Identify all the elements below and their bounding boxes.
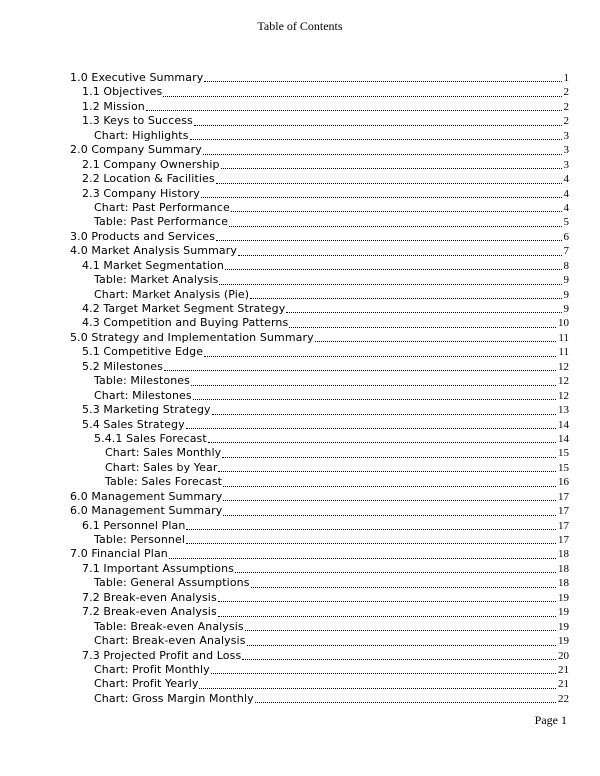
toc-entry-label: Chart: Profit Monthly	[94, 662, 210, 676]
toc-entry-page-number: 12	[558, 389, 569, 402]
toc-entry-label: 5.1 Competitive Edge	[82, 345, 204, 359]
toc-entry-label: Chart: Highlights	[94, 128, 189, 142]
toc-entry[interactable]	[70, 172, 569, 186]
toc-entry-label: Table: General Assumptions	[94, 576, 250, 590]
toc-dot-leader	[199, 688, 556, 689]
toc-dot-leader	[211, 673, 556, 674]
toc-entry[interactable]	[70, 302, 569, 316]
toc-entry-label: Table: Break-even Analysis	[94, 619, 244, 633]
toc-dot-leader	[221, 168, 562, 169]
toc-entry[interactable]	[70, 403, 569, 417]
toc-entry[interactable]	[70, 201, 569, 215]
toc-entry-page-number: 7	[563, 245, 569, 258]
toc-entry-page-number: 11	[558, 346, 569, 359]
toc-entry-page-number: 3	[563, 129, 569, 142]
toc-entry-label: 4.2 Target Market Segment Strategy	[82, 302, 286, 315]
toc-entry[interactable]	[70, 649, 569, 663]
toc-entry-label: Chart: Past Performance	[94, 200, 230, 214]
toc-entry-label: 1.0 Executive Summary	[70, 71, 204, 84]
toc-dot-leader	[204, 81, 561, 82]
toc-entry[interactable]	[70, 187, 569, 201]
toc-entry[interactable]	[70, 605, 569, 619]
toc-entry-label: 5.3 Marketing Strategy	[82, 403, 211, 417]
toc-entry[interactable]	[70, 288, 569, 302]
toc-entry-label: Chart: Sales Monthly	[105, 446, 222, 460]
toc-entry-label: 7.0 Financial Plan	[70, 547, 168, 561]
toc-entry[interactable]	[70, 692, 569, 706]
toc-entry[interactable]	[70, 591, 569, 605]
toc-entry-label: 1.1 Objectives	[82, 85, 163, 99]
toc-dot-leader	[203, 154, 562, 155]
toc-entry[interactable]	[70, 663, 569, 677]
toc-entry-label: 5.0 Strategy and Implementation Summary	[70, 330, 314, 344]
toc-entry-label: 2.3 Company History	[82, 186, 200, 200]
toc-dot-leader	[201, 197, 562, 198]
toc-entry-page-number: 13	[558, 404, 569, 417]
toc-dot-leader	[251, 587, 556, 588]
toc-dot-leader	[223, 486, 556, 487]
toc-dot-leader	[289, 327, 556, 328]
toc-entry-page-number: 2	[563, 86, 569, 99]
toc-dot-leader	[219, 284, 561, 285]
toc-dot-leader	[169, 558, 556, 559]
toc-entry-label: 2.1 Company Ownership	[82, 157, 220, 171]
toc-entry-label: Chart: Break-even Analysis	[94, 634, 246, 648]
table-of-contents	[70, 71, 569, 706]
toc-entry-page-number: 17	[558, 519, 569, 532]
toc-dot-leader	[193, 399, 556, 400]
toc-dot-leader	[186, 543, 556, 544]
toc-dot-leader	[286, 312, 561, 313]
toc-entry[interactable]	[70, 389, 569, 403]
toc-dot-leader	[218, 471, 556, 472]
toc-entry-page-number: 11	[558, 331, 569, 344]
toc-dot-leader	[190, 139, 562, 140]
toc-entry[interactable]	[70, 620, 569, 634]
toc-entry[interactable]	[70, 85, 569, 99]
toc-dot-leader	[218, 616, 556, 617]
toc-entry-page-number: 14	[558, 418, 569, 431]
toc-entry-page-number: 17	[558, 490, 569, 503]
toc-entry-page-number: 21	[558, 678, 569, 691]
toc-entry-page-number: 17	[558, 534, 569, 546]
toc-entry-label: 5.4 Sales Strategy	[82, 417, 185, 431]
toc-entry[interactable]	[70, 418, 569, 432]
toc-dot-leader	[218, 601, 556, 602]
toc-entry-page-number: 8	[563, 259, 569, 272]
toc-entry[interactable]	[70, 562, 569, 576]
toc-dot-leader	[315, 341, 557, 342]
toc-entry-label: 7.3 Projected Profit and Loss	[82, 648, 242, 662]
toc-entry-page-number: 15	[558, 461, 569, 474]
toc-entry[interactable]	[70, 634, 569, 648]
toc-dot-leader	[146, 110, 562, 111]
toc-entry[interactable]	[70, 576, 569, 590]
toc-entry[interactable]	[70, 533, 569, 547]
toc-entry-page-number: 20	[558, 649, 569, 662]
toc-dot-leader	[212, 414, 556, 415]
toc-dot-leader	[191, 385, 556, 386]
toc-entry-label: Chart: Sales by Year	[105, 460, 218, 474]
toc-entry-label: 5.4.1 Sales Forecast	[94, 431, 207, 445]
toc-entry-page-number: 18	[558, 577, 569, 590]
toc-entry[interactable]	[70, 273, 569, 287]
toc-entry[interactable]	[70, 432, 569, 446]
toc-dot-leader	[204, 356, 556, 357]
toc-dot-leader	[208, 442, 556, 443]
toc-entry[interactable]	[70, 129, 569, 143]
toc-entry-page-number: 4	[563, 187, 569, 200]
toc-dot-leader	[216, 240, 561, 241]
toc-entry-label: Table: Past Performance	[94, 215, 229, 229]
toc-entry-label: 7.2 Break-even Analysis	[82, 590, 217, 604]
toc-entry[interactable]	[70, 374, 569, 388]
toc-entry[interactable]	[70, 230, 569, 244]
toc-entry[interactable]	[70, 504, 569, 518]
toc-entry-page-number: 12	[558, 375, 569, 388]
toc-entry-page-number: 19	[558, 591, 569, 604]
toc-entry[interactable]	[70, 519, 569, 533]
toc-entry-page-number: 3	[563, 144, 569, 157]
toc-dot-leader	[247, 645, 556, 646]
toc-entry[interactable]	[70, 244, 569, 258]
toc-entry-label: 6.1 Personnel Plan	[82, 518, 186, 532]
toc-dot-leader	[238, 255, 562, 256]
toc-entry-page-number: 14	[558, 432, 569, 445]
toc-entry[interactable]	[70, 71, 569, 85]
page-number-footer: Page 1	[534, 713, 567, 727]
toc-entry-label: Chart: Profit Yearly	[94, 677, 199, 691]
toc-entry[interactable]	[70, 345, 569, 359]
toc-entry-page-number: 9	[563, 288, 569, 301]
toc-entry-label: 7.1 Important Assumptions	[82, 561, 234, 575]
toc-entry-label: 5.2 Milestones	[82, 359, 164, 373]
toc-entry-page-number: 17	[558, 505, 569, 518]
toc-dot-leader	[186, 529, 556, 530]
toc-entry-label: Table: Personnel	[94, 533, 186, 546]
toc-entry[interactable]	[70, 316, 569, 330]
toc-entry-label: Chart: Market Analysis (Pie)	[94, 287, 250, 301]
toc-entry[interactable]	[70, 331, 569, 345]
toc-entry[interactable]	[70, 547, 569, 561]
toc-entry-page-number: 21	[558, 663, 569, 676]
toc-entry-page-number: 4	[563, 201, 569, 214]
toc-entry[interactable]	[70, 677, 569, 691]
toc-dot-leader	[225, 269, 562, 270]
toc-entry-page-number: 19	[558, 620, 569, 633]
toc-dot-leader	[223, 500, 556, 501]
toc-entry-page-number: 12	[558, 360, 569, 373]
toc-dot-leader	[163, 96, 561, 97]
toc-dot-leader	[222, 457, 556, 458]
toc-dot-leader	[194, 125, 562, 126]
toc-entry[interactable]	[70, 158, 569, 172]
toc-dot-leader	[164, 370, 556, 371]
toc-entry-label: Chart: Gross Margin Monthly	[94, 691, 254, 705]
toc-dot-leader	[229, 226, 561, 227]
toc-entry-page-number: 18	[558, 562, 569, 575]
toc-entry-label: 4.1 Market Segmentation	[82, 258, 224, 272]
toc-entry-page-number: 6	[563, 230, 569, 243]
toc-entry[interactable]	[70, 446, 569, 460]
toc-entry[interactable]	[70, 490, 569, 504]
page-title: Table of Contents	[257, 19, 343, 33]
toc-entry[interactable]	[70, 215, 569, 229]
toc-entry-page-number: 5	[563, 216, 569, 229]
toc-dot-leader	[216, 183, 562, 184]
toc-entry-page-number: 2	[563, 100, 569, 113]
toc-entry-label: 1.2 Mission	[82, 99, 145, 113]
toc-entry-page-number: 2	[563, 115, 569, 128]
toc-entry-page-number: 3	[563, 158, 569, 171]
toc-entry-label: 1.3 Keys to Success	[82, 114, 193, 128]
toc-dot-leader	[255, 702, 556, 703]
toc-dot-leader	[242, 659, 556, 660]
toc-entry[interactable]	[70, 143, 569, 157]
toc-entry-label: 2.0 Company Summary	[70, 143, 202, 157]
toc-entry-label: Table: Market Analysis	[94, 273, 219, 287]
toc-entry[interactable]	[70, 100, 569, 114]
toc-entry-label: 4.0 Market Analysis Summary	[70, 244, 237, 258]
toc-entry-label: Table: Milestones	[94, 374, 190, 388]
toc-dot-leader	[231, 211, 562, 212]
toc-entry-page-number: 4	[563, 173, 569, 186]
toc-entry-page-number: 18	[558, 548, 569, 561]
toc-dot-leader	[186, 428, 556, 429]
toc-entry-page-number: 10	[558, 317, 569, 330]
toc-dot-leader	[235, 572, 556, 573]
toc-entry-label: Table: Sales Forecast	[105, 475, 223, 489]
toc-entry-label: 3.0 Products and Services	[70, 229, 216, 243]
toc-entry[interactable]	[70, 114, 569, 128]
toc-entry-page-number: 15	[558, 447, 569, 460]
toc-entry-page-number: 22	[558, 692, 569, 705]
toc-entry[interactable]	[70, 259, 569, 273]
toc-entry[interactable]	[70, 360, 569, 374]
toc-entry-label: 2.2 Location & Facilities	[82, 172, 215, 186]
toc-entry-page-number: 9	[563, 303, 569, 315]
toc-entry-label: 6.0 Management Summary	[70, 489, 223, 503]
toc-entry-page-number: 1	[563, 72, 569, 84]
toc-entry-page-number: 9	[563, 274, 569, 287]
toc-entry-page-number: 19	[558, 635, 569, 648]
toc-entry-label: 7.2 Break-even Analysis	[82, 605, 217, 619]
toc-entry-label: 4.3 Competition and Buying Patterns	[82, 316, 289, 330]
toc-entry-label: 6.0 Management Summary	[70, 504, 223, 518]
toc-dot-leader	[223, 515, 556, 516]
toc-dot-leader	[245, 630, 556, 631]
toc-entry[interactable]	[70, 461, 569, 475]
toc-dot-leader	[250, 298, 561, 299]
toc-entry-label: Chart: Milestones	[94, 388, 192, 402]
toc-entry-page-number: 16	[558, 476, 569, 489]
toc-entry-page-number: 19	[558, 606, 569, 619]
toc-entry[interactable]	[70, 475, 569, 489]
